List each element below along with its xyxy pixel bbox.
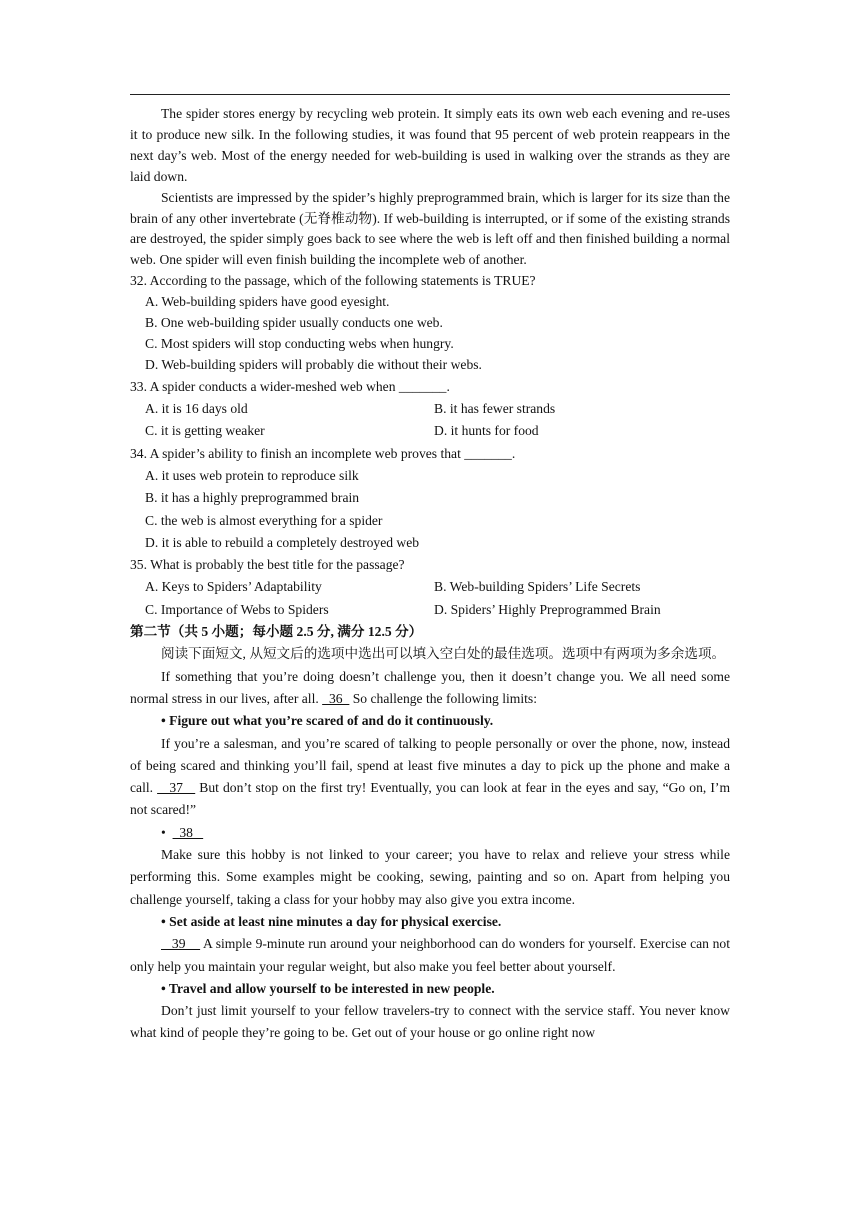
option-b: B. Web-building Spiders’ Life Secrets [434,579,641,595]
bullet-mark: • [161,824,173,840]
cloze-paragraph-5: Don’t just limit yourself to your fellow travelers-try to connect with the service staff. You never know what kind of people they’re going to be. Get out of your house or go online right now [130,1003,730,1041]
option-a: A. it uses web protein to reproduce silk [145,467,359,483]
option-a: A. it is 16 days old [145,401,248,417]
blank-39: 39 [161,936,201,952]
section-heading: 第二节（共 5 小题；每小题 2.5 分, 满分 12.5 分） [130,624,423,640]
passage-paragraph-1: The spider stores energy by recycling web protein. It simply eats its own web each evening and re-uses it to produce new silk. In the following studies, it was found that 95 percent of web protein reappears in the next day’s web. Most of the energy needed for web-building is used in walking over the strands as they are laid down. [130,106,730,184]
bullet-heading-1: • Figure out what you’re scared of and do it continuously. [161,713,494,729]
option-b: B. it has a highly preprogrammed brain [145,490,360,506]
bullet-heading-4: • Travel and allow yourself to be interested in new people. [161,980,495,996]
text: But don’t stop on the first try! Eventually, you can look at fear in the eyes and say, “Go on, I’m not scared!” [130,780,731,818]
blank-36: 36 [322,690,350,706]
option-b: B. One web-building spider usually conducts one web. [145,315,443,331]
question-32 [130,271,730,376]
question-33 [130,376,730,443]
text: So challenge the following limits: [349,690,537,706]
option-d: D. it is able to rebuild a completely destroyed web [145,534,420,550]
option-c: C. it is getting weaker [145,423,265,439]
text: If you’re a salesman, and you’re scared of talking to people personally or over the phone, now, instead of being scared and thinking you’ll fail, spend at least five minutes a day to pick up the phone and make a call. [130,735,730,796]
document-body [130,104,730,1045]
option-a: A. Web-building spiders have good eyesight. [145,294,390,310]
text: If something that you’re doing doesn’t challenge you, then it doesn’t change you. We all need some normal stress in our lives, after all. [130,668,730,706]
option-row [130,599,730,621]
option-c: C. Importance of Webs to Spiders [145,601,329,617]
option-row [130,576,730,598]
option-d: D. it hunts for food [434,423,539,439]
cloze-paragraph-2 [130,733,730,822]
blank-38: 38 [172,824,204,840]
option-a: A. Keys to Spiders’ Adaptability [145,579,322,595]
option-row [130,398,730,420]
question-stem: 33. A spider conducts a wider-meshed web when _______. [130,378,450,394]
question-34 [130,443,730,554]
question-35 [130,554,730,621]
cloze-paragraph-3: Make sure this hobby is not linked to your career; you have to relax and relieve your stress while performing this. Some examples might be cooking, sewing, painting and so on. Apart from helping you challenge yourself, taking a class for your hobby may also give you extra income. [130,847,730,907]
section-2 [130,621,730,1045]
option-c: C. Most spiders will stop conducting webs when hungry. [145,335,454,351]
text: A simple 9-minute run around your neighborhood can do wonders for yourself. Exercise can not only help you maintain your regular weight, but also make you feel better about yourself. [130,936,730,974]
question-stem: 32. According to the passage, which of the following statements is TRUE? [130,273,536,289]
cloze-paragraph-4 [130,933,730,978]
header-rule [130,94,730,95]
option-b: B. it has fewer strands [434,401,556,417]
option-row [130,420,730,442]
option-d: D. Spiders’ Highly Preprogrammed Brain [434,601,661,617]
section-instructions: 阅读下面短文, 从短文后的选项中选出可以填入空白处的最佳选项。选项中有两项为多余选项。 [161,646,726,662]
passage-paragraph-2: Scientists are impressed by the spider’s highly preprogrammed brain, which is larger for its size than the brain of any other invertebrate (无脊椎动物). If web-building is interrupted, or if some of the existing strands are destroyed, the spider simply goes back to see where the web is left off and then finished building a normal web. One spider will even finish building the incomplete web of another. [130,189,730,268]
blank-37: 37 [157,780,196,796]
bullet-heading-2 [130,822,730,844]
bullet-heading-3: • Set aside at least nine minutes a day for physical exercise. [161,913,502,929]
question-stem: 35. What is probably the best title for the passage? [130,557,405,573]
question-stem: 34. A spider’s ability to finish an incomplete web proves that _______. [130,445,516,461]
option-c: C. the web is almost everything for a spider [145,512,383,528]
cloze-paragraph-1 [130,666,730,711]
option-d: D. Web-building spiders will probably die without their webs. [145,356,482,372]
